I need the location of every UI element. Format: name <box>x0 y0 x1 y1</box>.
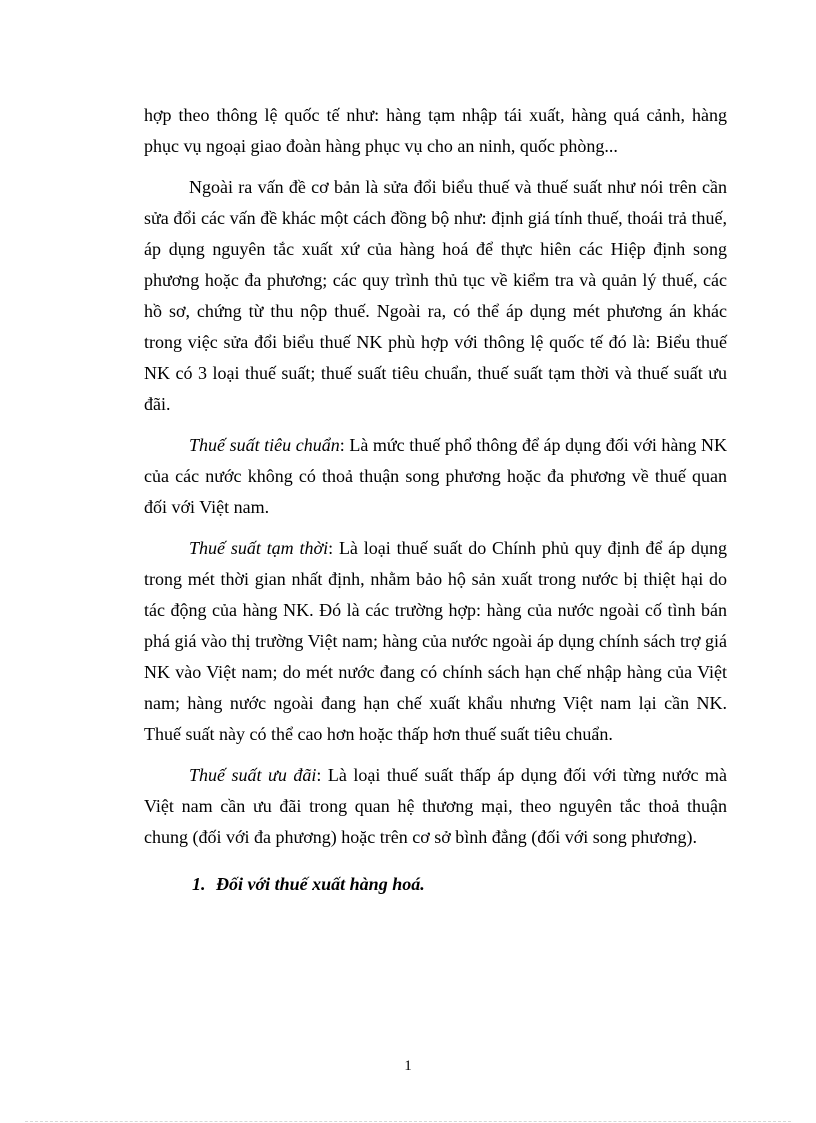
term-preferential-rate: Thuế suất ưu đãi <box>189 765 317 785</box>
section-heading-number: 1. <box>192 874 206 894</box>
paragraph-text: hợp theo thông lệ quốc tế như: hàng tạm nhập tái xuất, hàng quá cảnh, hàng phục vụ ngoại giao đoàn hàng phục vụ cho an ninh, quốc phòng... <box>144 105 727 156</box>
term-temporary-rate: Thuế suất tạm thời <box>189 538 329 558</box>
term-standard-rate: Thuế suất tiêu chuẩn <box>189 435 340 455</box>
paragraph-text: : Là loại thuế suất thấp áp dụng đối với từng nước mà Việt nam cần ưu đãi trong quan hệ thương mại, theo nguyên tắc thoả thuận chung (đối với đa phương) hoặc trên cơ sở bình đẳng (đối với song phương). <box>144 765 727 847</box>
paragraph-preferential-rate <box>144 760 727 853</box>
page-number: 1 <box>404 1058 412 1074</box>
section-heading <box>144 869 727 900</box>
paragraph-temporary-rate <box>144 533 727 750</box>
page-bottom-divider <box>25 1121 791 1122</box>
paragraph-text: : Là mức thuế phổ thông để áp dụng đối với hàng NK của các nước không có thoả thuận song phương hoặc đa phương về thuế quan đối với Việt nam. <box>144 435 727 517</box>
paragraph-text: Ngoài ra vấn đề cơ bản là sửa đổi biểu thuế và thuế suất như nói trên cần sửa đổi các vấn đề khác một cách đồng bộ như: định giá tính thuế, thoái trả thuế, áp dụng nguyên tắc xuất xứ của hàng hoá để thực hiên các Hiệp định song phương hoặc đa phương; các quy trình thủ tục về kiểm tra và quản lý thuế, các hồ sơ, chứng từ thu nộp thuế. Ngoài ra, có thể áp dụng mét phương án khác trong việc sửa đổi biểu thuế NK phù hợp với thông lệ quốc tế đó là: Biểu thuế NK có 3 loại thuế suất; thuế suất tiêu chuẩn, thuế suất tạm thời và thuế suất ưu đãi. <box>144 177 727 414</box>
section-heading-text: Đối với thuế xuất hàng hoá. <box>216 874 425 894</box>
paragraph-continuation <box>144 100 727 162</box>
body-text <box>144 100 727 900</box>
paragraph-standard-rate <box>144 430 727 523</box>
paragraph-text: : Là loại thuế suất do Chính phủ quy định để áp dụng trong mét thời gian nhất định, nhằm bảo hộ sản xuất trong nước bị thiệt hại do tác động của hàng NK. Đó là các trường hợp: hàng của nước ngoài cố tình bán phá giá vào thị trường Việt nam; hàng của nước ngoài áp dụng chính sách trợ giá NK vào Việt nam; do mét nước đang có chính sách hạn chế nhập hàng của Việt nam; hàng nước ngoài đang hạn chế xuất khẩu nhưng Việt nam lại cần NK. Thuế suất này có thể cao hơn hoặc thấp hơn thuế suất tiêu chuẩn. <box>144 538 727 744</box>
paragraph-tariff-reform <box>144 172 727 420</box>
